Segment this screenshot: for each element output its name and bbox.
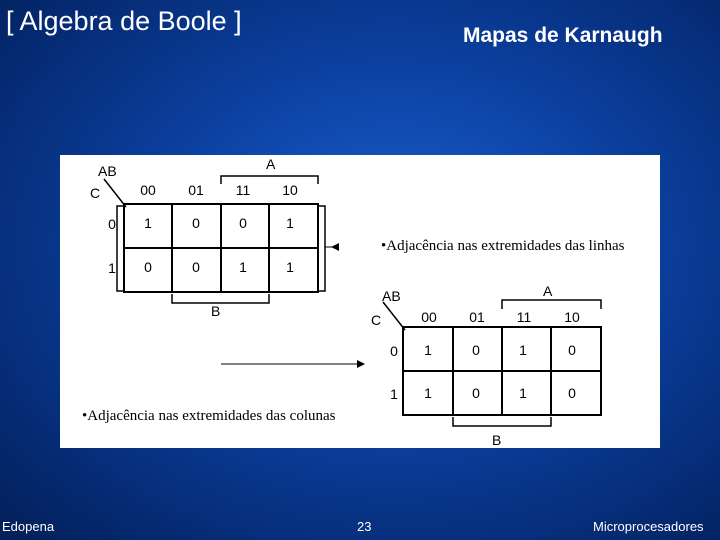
kmap-top-right-mark [318,206,325,291]
kmap-top-caption-arrow [331,243,339,251]
kmap-top-col-header: 00 [140,182,156,198]
kmap-bottom-row-header: 0 [390,343,398,359]
kmap-bottom-col-var: C [371,312,382,328]
kmap-bottom-caption: •Adjacência nas extremidades das colunas [82,408,336,424]
kmap-top-col-header: 10 [282,182,298,198]
kmap-top-label-b: B [211,303,221,319]
karnaugh-figure-svg [60,155,660,448]
kmap-top-row-header: 1 [108,260,116,276]
kmap-bottom-label-a: A [543,283,553,299]
kmap-bottom-row-header: 1 [390,386,398,402]
kmap-top-col-var: C [90,185,101,201]
kmap-top-diagonal [104,179,126,207]
kmap-bottom-col-header: 10 [564,309,580,325]
karnaugh-figure [60,155,660,448]
kmap-bottom-cell: 0 [568,342,576,358]
kmap-bottom-cell: 1 [519,342,527,358]
kmap-bottom-col-header: 00 [421,309,437,325]
kmap-bottom-col-header: 11 [516,309,532,325]
kmap-bottom-row-var: AB [382,288,401,304]
kmap-bottom-bracket-b [453,417,551,426]
kmap-top-bracket-b [172,294,269,303]
slide-title: Mapas de Karnaugh [463,24,663,47]
footer-page-number: 23 [357,519,372,534]
kmap-top-cell: 1 [239,259,247,275]
kmap-top-left-mark [117,206,124,291]
kmap-top-cell: 0 [192,215,200,231]
kmap-bottom [82,283,601,448]
kmap-top-col-header: 01 [188,182,204,198]
kmap-top-cell: 1 [286,259,294,275]
kmap-bottom-cell: 1 [424,342,432,358]
kmap-top-cell: 1 [286,215,294,231]
kmap-bottom-cell: 0 [472,342,480,358]
kmap-top-row-header: 0 [108,216,116,232]
footer-course: Microprocesadores [593,519,704,534]
kmap-top-label-a: A [266,156,276,172]
kmap-top-cell: 0 [192,259,200,275]
footer-author: Edopena [2,519,55,534]
kmap-top-cell: 0 [144,259,152,275]
kmap-top-cell: 1 [144,215,152,231]
kmap-bottom-cell: 1 [519,385,527,401]
kmap-bottom-label-b: B [492,432,502,448]
kmap-bottom-cell: 0 [472,385,480,401]
kmap-top-col-header: 11 [235,182,251,198]
kmap-bottom-caption-arrow [357,360,365,368]
section-title: [ Algebra de Boole ] [6,6,242,36]
kmap-bottom-cell: 0 [568,385,576,401]
kmap-top-caption: •Adjacência nas extremidades das linhas [381,238,625,254]
kmap-bottom-bracket-a [502,300,601,309]
kmap-top-row-var: AB [98,163,117,179]
kmap-top-cell: 0 [239,215,247,231]
kmap-bottom-diagonal [383,302,405,330]
kmap-bottom-cell: 1 [424,385,432,401]
kmap-bottom-col-header: 01 [469,309,485,325]
